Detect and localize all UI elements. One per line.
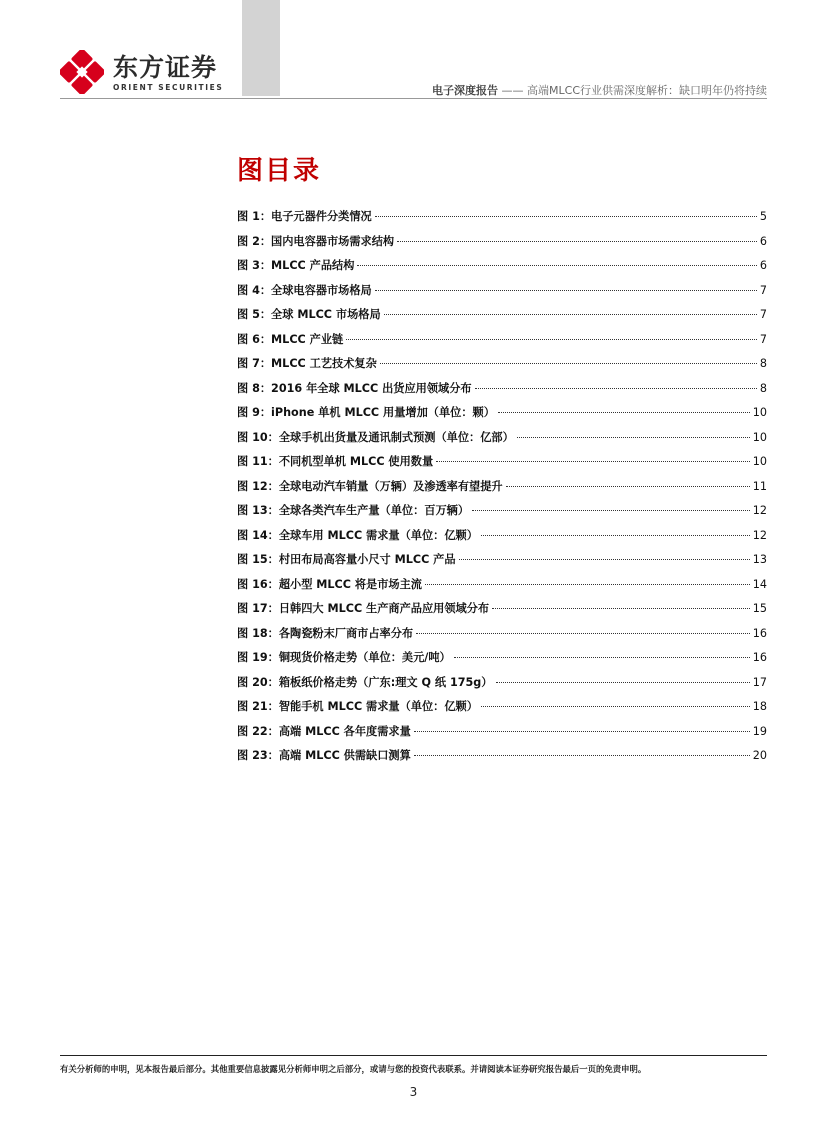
toc-entry[interactable] xyxy=(237,698,767,723)
toc-entry[interactable] xyxy=(237,404,767,429)
toc-entry-page: 17 xyxy=(752,675,767,689)
toc-entry[interactable] xyxy=(237,380,767,405)
toc-entry-page: 16 xyxy=(752,651,767,664)
toc-entry[interactable] xyxy=(237,527,767,552)
toc-entry-label: 图 2：国内电容器市场需求结构 xyxy=(237,234,395,248)
toc-entry-page: 7 xyxy=(759,283,767,297)
toc-entry-page: 20 xyxy=(752,749,767,762)
toc-entry-page: 14 xyxy=(752,577,767,591)
toc-leader-dots xyxy=(357,265,756,266)
toc-leader-dots xyxy=(416,633,750,634)
toc-leader-dots xyxy=(459,559,750,560)
toc-entry-label: 图 1：电子元器件分类情况 xyxy=(237,210,372,223)
toc-leader-dots xyxy=(481,535,750,536)
toc-entry-label: 图 17：日韩四大 MLCC 生产商产品应用领域分布 xyxy=(237,602,490,615)
page-number: 3 xyxy=(409,1085,418,1099)
toc-leader-dots xyxy=(481,706,750,707)
toc-leader-dots xyxy=(375,216,757,217)
toc-entry[interactable] xyxy=(237,625,767,650)
toc-entry-page: 13 xyxy=(752,553,767,566)
toc-entry[interactable] xyxy=(237,649,767,674)
toc-entry-label: 图 22：高端 MLCC 各年度需求量 xyxy=(237,724,411,738)
toc-entry[interactable] xyxy=(237,600,767,625)
toc-entry-label: 图 18：各陶瓷粉末厂商市占率分布 xyxy=(237,626,414,640)
toc-entry-label: 图 10：全球手机出货量及通讯制式预测（单位：亿部） xyxy=(237,430,514,444)
toc-entry-label: 图 20：箱板纸价格走势（广东:理文 Q 纸 175g） xyxy=(237,675,493,689)
toc-leader-dots xyxy=(436,461,750,462)
toc-entry-label: 图 14：全球车用 MLCC 需求量（单位：亿颗） xyxy=(237,528,478,542)
toc-leader-dots xyxy=(492,608,750,609)
toc-entry-label: 图 6：MLCC 产业链 xyxy=(237,332,344,346)
figure-list xyxy=(237,208,767,772)
report-title: 高端MLCC行业供需深度解析：缺口明年仍将持续 xyxy=(527,84,767,97)
toc-entry-page: 8 xyxy=(759,357,767,370)
toc-entry-page: 7 xyxy=(759,308,767,321)
toc-entry-label: 图 13：全球各类汽车生产量（单位：百万辆） xyxy=(237,504,470,517)
toc-leader-dots xyxy=(397,241,757,242)
toc-entry-page: 11 xyxy=(752,479,767,493)
toc-entry[interactable] xyxy=(237,282,767,307)
toc-entry-page: 10 xyxy=(752,406,767,419)
toc-entry-page: 15 xyxy=(752,602,767,615)
toc-leader-dots xyxy=(506,486,750,487)
toc-leader-dots xyxy=(414,755,750,756)
footer-disclaimer: 有关分析师的申明，见本报告最后部分。其他重要信息披露见分析师申明之后部分，或请与您的投资代表联系。并请阅读本证券研究报告最后一页的免责申明。 xyxy=(60,1064,647,1074)
orient-securities-logo-icon xyxy=(60,50,104,94)
toc-entry-label: 图 5：全球 MLCC 市场格局 xyxy=(237,308,381,321)
toc-entry-label: 图 21：智能手机 MLCC 需求量（单位：亿颗） xyxy=(237,700,478,713)
toc-entry-page: 12 xyxy=(752,504,767,517)
toc-leader-dots xyxy=(425,584,750,585)
header-rule xyxy=(60,98,767,99)
toc-entry-page: 8 xyxy=(759,381,767,395)
toc-entry[interactable] xyxy=(237,233,767,258)
toc-entry-label: 图 16：超小型 MLCC 将是市场主流 xyxy=(237,577,422,591)
toc-entry[interactable] xyxy=(237,306,767,331)
toc-entry-page: 6 xyxy=(759,259,767,272)
toc-entry-page: 18 xyxy=(752,700,767,713)
toc-entry-label: 图 12：全球电动汽车销量（万辆）及渗透率有望提升 xyxy=(237,479,503,493)
toc-leader-dots xyxy=(496,682,750,683)
toc-entry-page: 6 xyxy=(759,234,767,248)
toc-entry-label: 图 11：不同机型单机 MLCC 使用数量 xyxy=(237,455,434,468)
toc-entry-page: 19 xyxy=(752,724,767,738)
toc-leader-dots xyxy=(475,388,757,389)
toc-entry-label: 图 8：2016 年全球 MLCC 出货应用领域分布 xyxy=(237,381,472,395)
toc-entry[interactable] xyxy=(237,331,767,356)
toc-entry-page: 16 xyxy=(752,626,767,640)
toc-entry[interactable] xyxy=(237,257,767,282)
toc-entry-page: 12 xyxy=(752,528,767,542)
footer-rule xyxy=(60,1055,767,1056)
toc-leader-dots xyxy=(517,437,750,438)
toc-entry-page: 5 xyxy=(759,210,767,223)
toc-entry[interactable] xyxy=(237,723,767,748)
toc-entry-label: 图 9：iPhone 单机 MLCC 用量增加（单位：颗） xyxy=(237,406,495,419)
header-decor-bar xyxy=(242,0,280,96)
toc-leader-dots xyxy=(498,412,750,413)
toc-entry[interactable] xyxy=(237,453,767,478)
toc-entry-label: 图 23：高端 MLCC 供需缺口测算 xyxy=(237,749,411,762)
toc-entry-label: 图 19：铜现货价格走势（单位：美元/吨） xyxy=(237,651,451,664)
toc-entry[interactable] xyxy=(237,551,767,576)
header-separator: —— xyxy=(498,84,528,97)
toc-leader-dots xyxy=(346,339,757,340)
brand-name-cn: 东方证券 xyxy=(113,53,218,82)
toc-entry[interactable] xyxy=(237,208,767,233)
brand-name-en: ORIENT SECURITIES xyxy=(113,83,224,92)
toc-entry[interactable] xyxy=(237,355,767,380)
toc-entry-label: 图 15：村田布局高容量小尺寸 MLCC 产品 xyxy=(237,553,456,566)
toc-entry-label: 图 4：全球电容器市场格局 xyxy=(237,283,372,297)
toc-entry[interactable] xyxy=(237,747,767,772)
toc-entry[interactable] xyxy=(237,429,767,454)
toc-entry-page: 10 xyxy=(752,430,767,444)
toc-leader-dots xyxy=(375,290,757,291)
toc-leader-dots xyxy=(384,314,757,315)
toc-entry[interactable] xyxy=(237,478,767,503)
toc-leader-dots xyxy=(380,363,757,364)
toc-title: 图目录 xyxy=(237,156,322,186)
toc-entry[interactable] xyxy=(237,674,767,699)
report-header xyxy=(432,82,767,98)
toc-entry-label: 图 3：MLCC 产品结构 xyxy=(237,259,355,272)
toc-entry-page: 10 xyxy=(752,455,767,468)
toc-leader-dots xyxy=(414,731,750,732)
toc-entry-label: 图 7：MLCC 工艺技术复杂 xyxy=(237,357,377,370)
report-type: 电子深度报告 xyxy=(432,84,499,97)
toc-entry-page: 7 xyxy=(759,332,767,346)
toc-leader-dots xyxy=(454,657,750,658)
toc-leader-dots xyxy=(472,510,750,511)
toc-entry[interactable] xyxy=(237,576,767,601)
toc-entry[interactable] xyxy=(237,502,767,527)
